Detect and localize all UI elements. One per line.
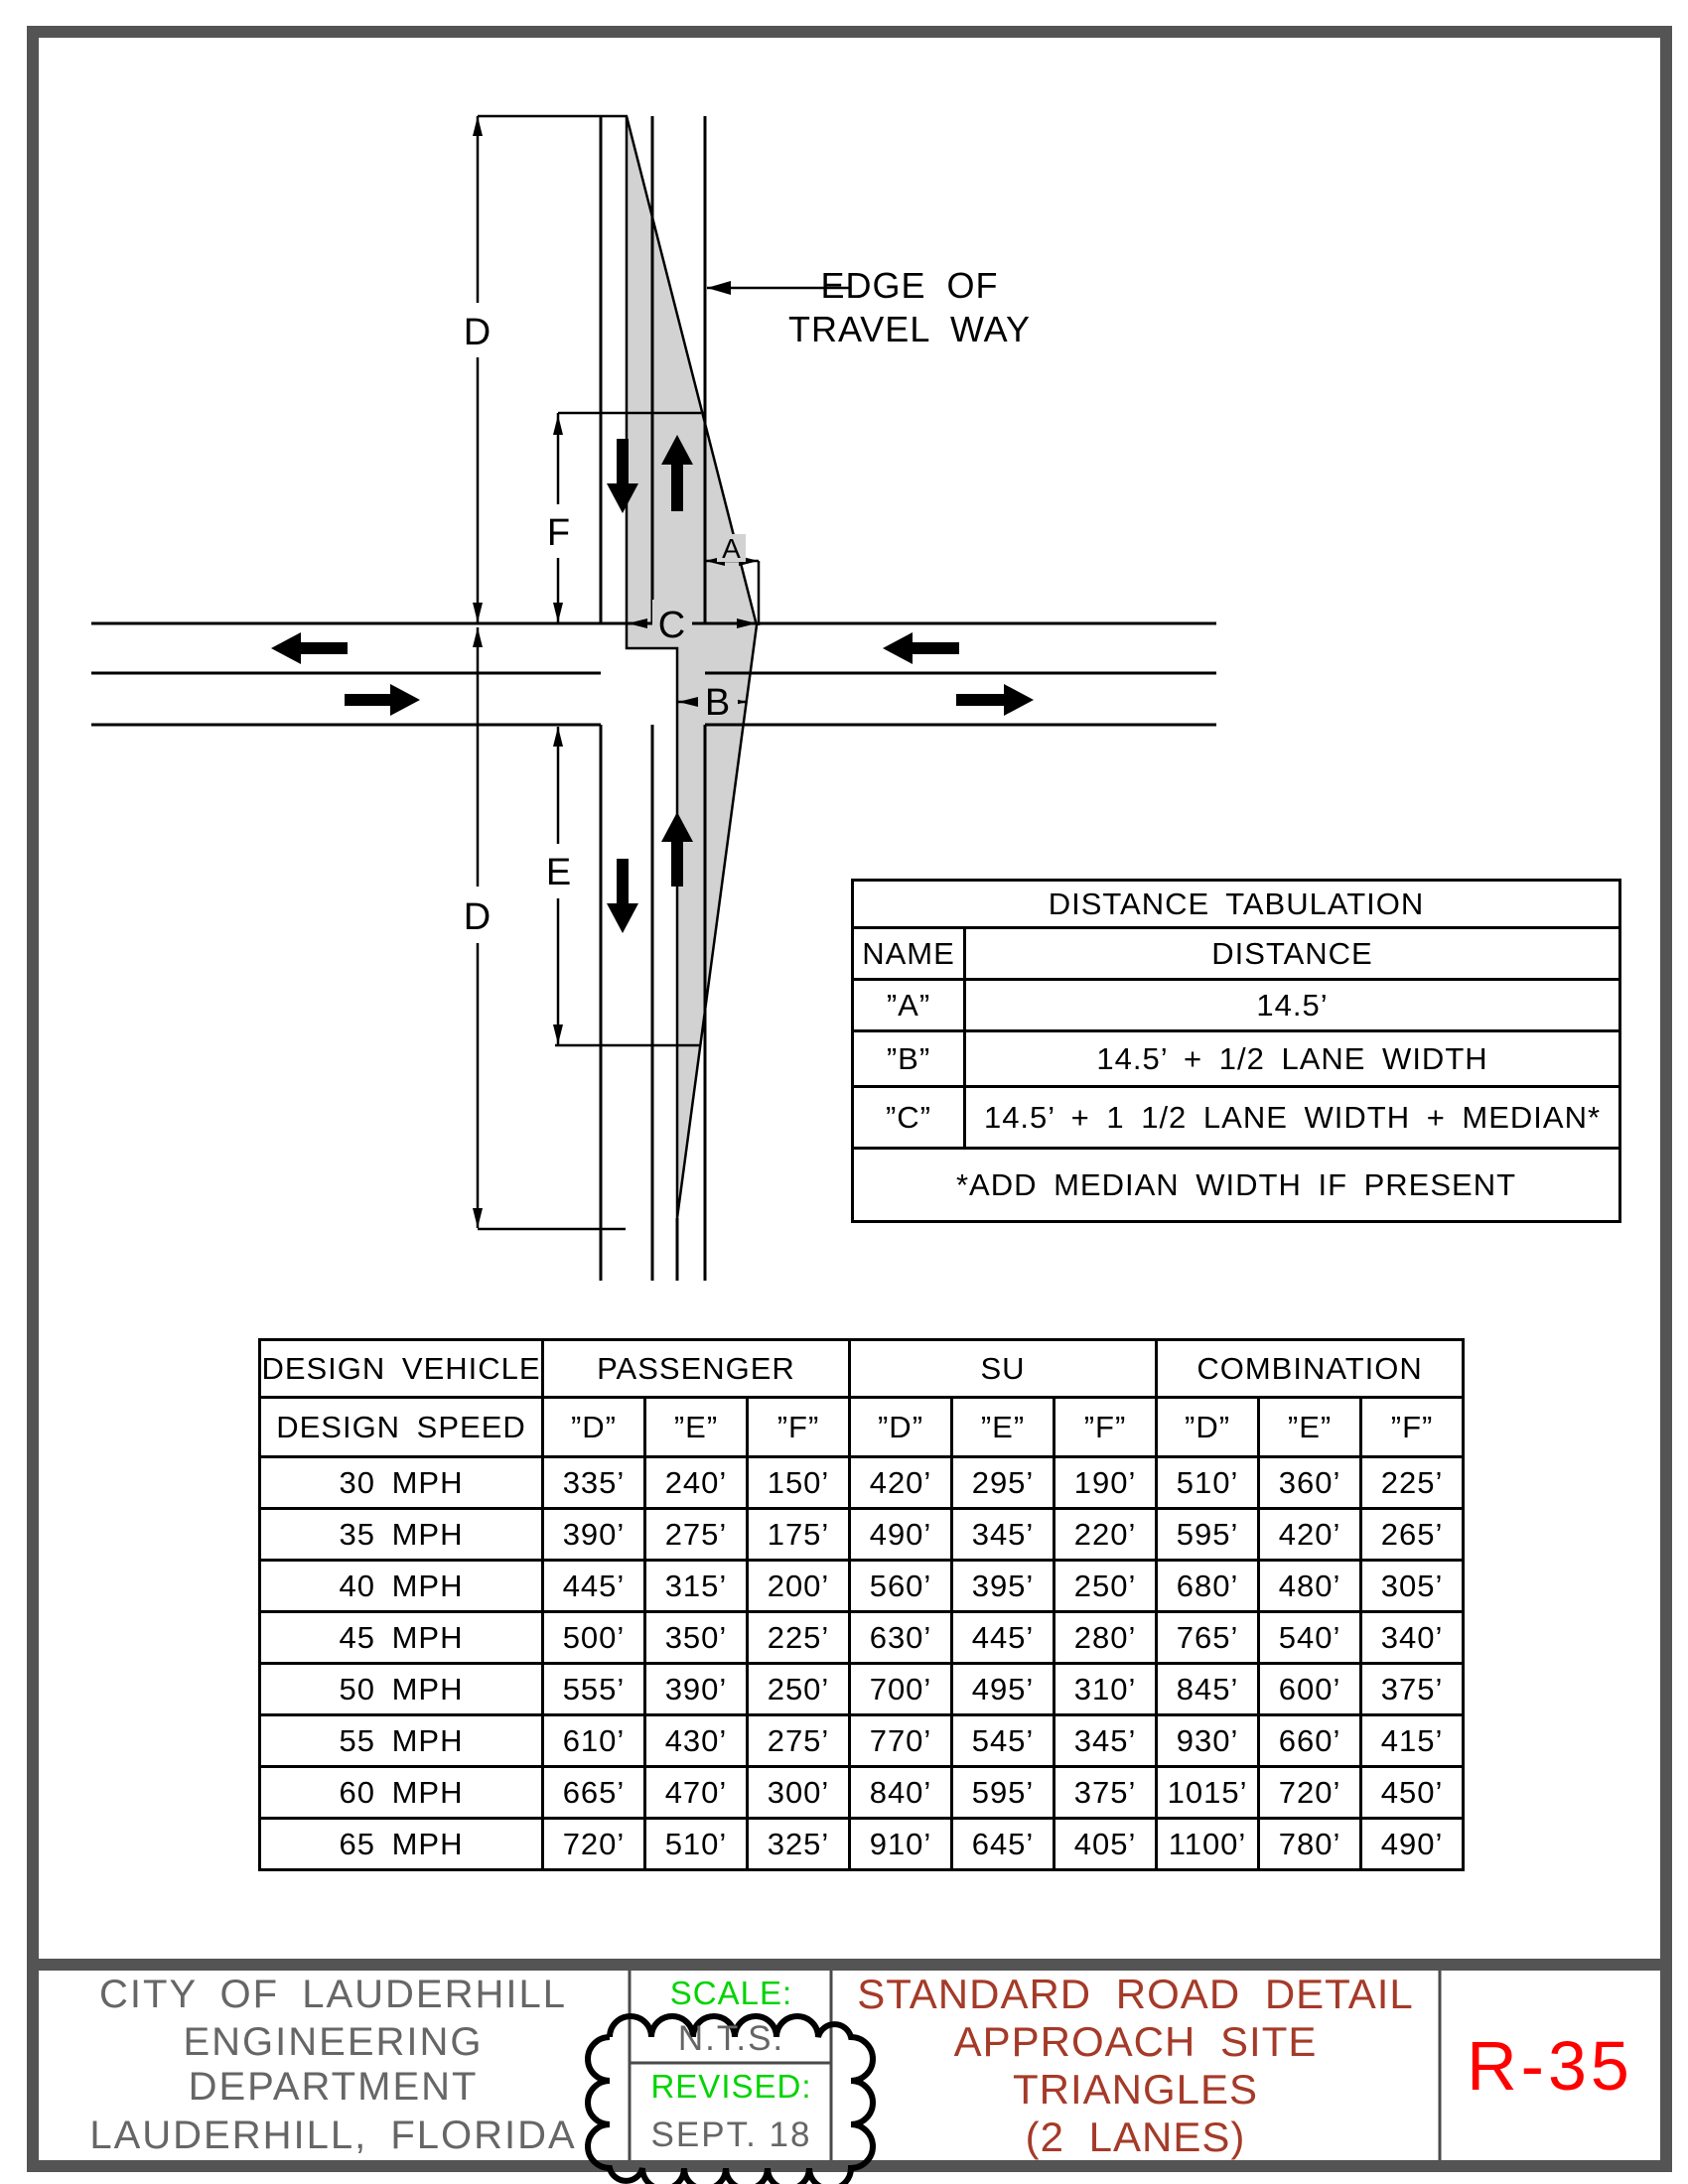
org-name-line2: ENGINEERING DEPARTMENT (183, 2020, 484, 2110)
table-row (260, 1561, 1464, 1612)
table-cell: 295’ (952, 1457, 1055, 1509)
table-cell: 350’ (645, 1612, 748, 1664)
table-row (853, 1149, 1620, 1222)
table-cell: 225’ (1361, 1457, 1464, 1509)
column-header-distance: DISTANCE (965, 928, 1620, 980)
table-cell: 665’ (543, 1767, 645, 1819)
subheader-d: ”D” (1157, 1398, 1259, 1457)
table-cell: 545’ (952, 1715, 1055, 1767)
eastbound-arrow-west (345, 684, 420, 716)
table-cell: 470’ (645, 1767, 748, 1819)
table-cell: 395’ (952, 1561, 1055, 1612)
table-cell: 340’ (1361, 1612, 1464, 1664)
design-speed-table (258, 1338, 1465, 1871)
table-cell: 720’ (1259, 1767, 1361, 1819)
table-cell: 175’ (748, 1509, 850, 1561)
sheet-title-line2: APPROACH SITE TRIANGLES (953, 2018, 1318, 2113)
header-group-passenger: PASSENGER (543, 1340, 850, 1398)
organization-block (39, 1971, 628, 2160)
table-cell: 65 MPH (260, 1819, 543, 1870)
subheader-e: ”E” (645, 1398, 748, 1457)
table-row (260, 1715, 1464, 1767)
sheet-title-line3: (2 LANES) (1025, 2114, 1246, 2160)
sight-triangle-shading (627, 116, 757, 1218)
org-name-line3: LAUDERHILL, FLORIDA (89, 2114, 577, 2158)
header-design-speed: DESIGN SPEED (260, 1398, 543, 1457)
table-cell: 225’ (748, 1612, 850, 1664)
table-cell: 300’ (748, 1767, 850, 1819)
table-row (260, 1819, 1464, 1870)
table-cell: 280’ (1055, 1612, 1157, 1664)
table-row (260, 1612, 1464, 1664)
table-cell: 420’ (1259, 1509, 1361, 1561)
table-row (260, 1340, 1464, 1398)
table-cell: 415’ (1361, 1715, 1464, 1767)
table-cell: 480’ (1259, 1561, 1361, 1612)
revised-label: REVISED: (650, 2068, 812, 2105)
eastbound-arrow-east (956, 684, 1034, 716)
westbound-arrow-east (883, 632, 959, 664)
header-group-su: SU (850, 1340, 1157, 1398)
revised-block (632, 2063, 831, 2160)
row-name-a: ”A” (853, 980, 965, 1031)
westbound-arrow-west (271, 632, 348, 664)
table-row (853, 928, 1620, 980)
table-cell: 325’ (748, 1819, 850, 1870)
table-row (853, 1031, 1620, 1087)
dim-label-f: F (546, 512, 572, 554)
table-cell: 420’ (850, 1457, 952, 1509)
header-design-vehicle: DESIGN VEHICLE (260, 1340, 543, 1398)
table-cell: 495’ (952, 1664, 1055, 1715)
table-cell: 910’ (850, 1819, 952, 1870)
edge-of-travel-way-label-line2: TRAVEL WAY (787, 309, 1032, 349)
table-cell: 1100’ (1157, 1819, 1259, 1870)
table-cell: 445’ (952, 1612, 1055, 1664)
table-cell: 595’ (952, 1767, 1055, 1819)
table-cell: 500’ (543, 1612, 645, 1664)
table-cell: 555’ (543, 1664, 645, 1715)
table-cell: 345’ (1055, 1715, 1157, 1767)
southbound-arrow-south (607, 859, 638, 933)
table-cell: 600’ (1259, 1664, 1361, 1715)
scale-block (632, 1971, 831, 2063)
table-cell: 510’ (645, 1819, 748, 1870)
table-cell: 390’ (543, 1509, 645, 1561)
table-cell: 35 MPH (260, 1509, 543, 1561)
dim-label-d-north: D (463, 312, 492, 353)
table-row (853, 1087, 1620, 1149)
scale-label: SCALE: (669, 1974, 793, 2011)
table-cell: 360’ (1259, 1457, 1361, 1509)
row-value-b: 14.5’ + 1/2 LANE WIDTH (965, 1031, 1620, 1087)
table-cell: 630’ (850, 1612, 952, 1664)
table-row (260, 1509, 1464, 1561)
table-cell: 305’ (1361, 1561, 1464, 1612)
sheet-title-block (831, 1971, 1440, 2160)
table-cell: 765’ (1157, 1612, 1259, 1664)
table-cell: 560’ (850, 1561, 952, 1612)
distance-table-title: DISTANCE TABULATION (853, 881, 1620, 928)
table-cell: 60 MPH (260, 1767, 543, 1819)
table-cell: 845’ (1157, 1664, 1259, 1715)
table-cell: 610’ (543, 1715, 645, 1767)
table-cell: 200’ (748, 1561, 850, 1612)
table-cell: 55 MPH (260, 1715, 543, 1767)
row-value-c: 14.5’ + 1 1/2 LANE WIDTH + MEDIAN* (965, 1087, 1620, 1149)
table-cell: 220’ (1055, 1509, 1157, 1561)
table-cell: 45 MPH (260, 1612, 543, 1664)
table-row (853, 881, 1620, 928)
table-cell: 445’ (543, 1561, 645, 1612)
table-cell: 490’ (850, 1509, 952, 1561)
table-cell: 430’ (645, 1715, 748, 1767)
table-cell: 595’ (1157, 1509, 1259, 1561)
table-row (260, 1457, 1464, 1509)
dim-label-e: E (545, 852, 573, 893)
table-cell: 840’ (850, 1767, 952, 1819)
table-cell: 250’ (748, 1664, 850, 1715)
table-cell: 40 MPH (260, 1561, 543, 1612)
table-cell: 1015’ (1157, 1767, 1259, 1819)
header-group-combination: COMBINATION (1157, 1340, 1464, 1398)
subheader-e: ”E” (1259, 1398, 1361, 1457)
table-cell: 680’ (1157, 1561, 1259, 1612)
table-cell: 275’ (645, 1509, 748, 1561)
table-cell: 315’ (645, 1561, 748, 1612)
table-cell: 645’ (952, 1819, 1055, 1870)
scale-value: N.T.S. (677, 2019, 785, 2059)
subheader-d: ”D” (850, 1398, 952, 1457)
revised-value: SEPT. 18 (650, 2116, 812, 2154)
table-cell: 490’ (1361, 1819, 1464, 1870)
table-row (853, 980, 1620, 1031)
distance-tabulation-table (851, 879, 1621, 1223)
table-cell: 390’ (645, 1664, 748, 1715)
dim-label-d-south: D (463, 896, 492, 938)
dim-label-c: C (657, 605, 687, 646)
drawing-number-block (1440, 1971, 1660, 2160)
table-cell: 770’ (850, 1715, 952, 1767)
column-header-name: NAME (853, 928, 965, 980)
subheader-f: ”F” (1055, 1398, 1157, 1457)
table-cell: 345’ (952, 1509, 1055, 1561)
sheet-title-line1: STANDARD ROAD DETAIL (857, 1971, 1414, 2017)
drawing-number: R-35 (1467, 2026, 1633, 2105)
table-cell: 375’ (1055, 1767, 1157, 1819)
edge-of-travel-way-label-line1: EDGE OF (820, 265, 999, 306)
table-cell: 375’ (1361, 1664, 1464, 1715)
table-cell: 310’ (1055, 1664, 1157, 1715)
table-cell: 150’ (748, 1457, 850, 1509)
table-cell: 780’ (1259, 1819, 1361, 1870)
table-cell: 930’ (1157, 1715, 1259, 1767)
distance-table-footnote: *ADD MEDIAN WIDTH IF PRESENT (853, 1149, 1620, 1222)
table-cell: 275’ (748, 1715, 850, 1767)
table-row (260, 1767, 1464, 1819)
table-row (260, 1398, 1464, 1457)
table-cell: 335’ (543, 1457, 645, 1509)
subheader-d: ”D” (543, 1398, 645, 1457)
row-name-c: ”C” (853, 1087, 965, 1149)
table-cell: 660’ (1259, 1715, 1361, 1767)
subheader-f: ”F” (1361, 1398, 1464, 1457)
table-cell: 540’ (1259, 1612, 1361, 1664)
row-value-a: 14.5’ (965, 980, 1620, 1031)
table-cell: 250’ (1055, 1561, 1157, 1612)
org-name-line1: CITY OF LAUDERHILL (99, 1972, 567, 2016)
table-cell: 510’ (1157, 1457, 1259, 1509)
table-cell: 240’ (645, 1457, 748, 1509)
dim-label-a: A (722, 533, 742, 564)
table-cell: 265’ (1361, 1509, 1464, 1561)
table-cell: 30 MPH (260, 1457, 543, 1509)
row-name-b: ”B” (853, 1031, 965, 1087)
dim-label-b: B (704, 682, 732, 724)
subheader-e: ”E” (952, 1398, 1055, 1457)
table-cell: 700’ (850, 1664, 952, 1715)
table-cell: 190’ (1055, 1457, 1157, 1509)
table-cell: 450’ (1361, 1767, 1464, 1819)
table-cell: 405’ (1055, 1819, 1157, 1870)
subheader-f: ”F” (748, 1398, 850, 1457)
table-cell: 720’ (543, 1819, 645, 1870)
table-cell: 50 MPH (260, 1664, 543, 1715)
table-row (260, 1664, 1464, 1715)
